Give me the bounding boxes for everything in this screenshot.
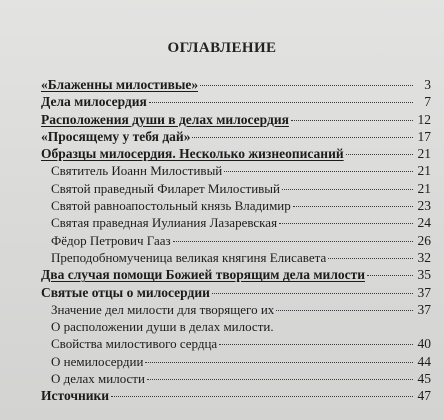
toc-subentry[interactable] <box>41 162 431 179</box>
toc-entry-title: «Блаженны милостивые» <box>41 77 199 92</box>
toc-entry-title: «Просящему у тебя дай» <box>41 128 191 144</box>
toc-entry-page: 12 <box>417 111 431 127</box>
dot-leader <box>346 154 413 155</box>
toc-subentry[interactable] <box>41 301 431 318</box>
toc-entry-title: О расположении души в делах милости. <box>51 319 274 335</box>
dot-leader <box>212 293 413 294</box>
toc-entry[interactable] <box>41 266 431 283</box>
toc-entry[interactable] <box>41 111 431 128</box>
dot-leader <box>276 310 413 311</box>
toc-entry-title: Фёдор Петрович Гааз <box>51 232 171 248</box>
toc-subentry[interactable] <box>41 353 431 370</box>
toc-entry-title: Святитель Иоанн Милостивый <box>51 163 223 179</box>
toc-entry-page: 21 <box>417 163 431 179</box>
toc-entry[interactable] <box>41 128 431 145</box>
dot-leader <box>367 275 413 276</box>
toc-entry-page: 21 <box>417 146 431 162</box>
toc-entry-page: 37 <box>417 301 431 317</box>
toc-entry-page: 37 <box>417 284 431 300</box>
dot-leader <box>328 258 413 259</box>
toc-entry-title: Расположения души в делах милосердия <box>41 111 289 127</box>
toc-entry-page: 21 <box>417 180 431 196</box>
toc-entry-page: 35 <box>417 267 431 283</box>
toc-entry-title: О делах милости <box>51 371 145 387</box>
toc-list <box>41 76 431 405</box>
toc-subentry[interactable] <box>41 249 431 266</box>
toc-subentry[interactable] <box>41 370 431 387</box>
toc-subentry[interactable] <box>41 335 431 352</box>
toc-entry-page: 3 <box>424 77 431 92</box>
toc-entry-title: Дела милосердия <box>41 94 147 110</box>
toc-subentry[interactable] <box>41 180 431 197</box>
toc-entry[interactable] <box>41 145 431 162</box>
toc-entry-page: 23 <box>417 198 431 214</box>
dot-leader <box>224 171 413 172</box>
toc-subentry[interactable] <box>41 232 431 249</box>
toc-entry-page: 47 <box>417 388 431 404</box>
dot-leader <box>145 362 413 363</box>
toc-subentry[interactable] <box>41 214 431 231</box>
dot-leader <box>149 102 413 103</box>
toc-entry-title: Святые отцы о милосердии <box>41 284 210 300</box>
dot-leader <box>200 85 413 86</box>
toc-entry-title: О немилосердии <box>51 353 144 369</box>
toc-entry[interactable] <box>41 93 431 110</box>
dot-leader <box>173 241 413 242</box>
toc-entry-title: Святая праведная Иулиания Лазаревская <box>51 215 278 231</box>
toc-entry[interactable] <box>41 76 431 93</box>
toc-entry-title: Два случая помощи Божией творящим дела милости <box>41 267 366 283</box>
toc-entry-page: 45 <box>417 371 431 387</box>
toc-entry-page: 24 <box>417 215 431 231</box>
dot-leader <box>282 189 413 190</box>
toc-entry-title: Святой равноапостольный князь Владимир <box>51 198 291 214</box>
dot-leader <box>147 379 413 380</box>
toc-entry-title: Свойства милостивого сердца <box>51 336 218 352</box>
toc-entry[interactable] <box>41 284 431 301</box>
dot-leader <box>192 137 413 138</box>
toc-entry-page: 32 <box>417 249 431 265</box>
toc-entry-page: 26 <box>417 232 431 248</box>
dot-leader <box>219 344 413 345</box>
toc-heading: ОГЛАВЛЕНИЕ <box>167 40 277 56</box>
toc-entry-title: Преподобномученица великая княгиня Елисавета <box>51 249 327 265</box>
toc-entry-title: Святой праведный Филарет Милостивый <box>51 180 280 196</box>
toc-entry-title: Источники <box>41 388 110 404</box>
toc-entry-title: Значение дел милости для творящего их <box>51 301 275 317</box>
toc-entry-page: 17 <box>417 128 431 144</box>
dot-leader <box>293 206 413 207</box>
toc-entry[interactable] <box>41 387 431 404</box>
toc-subentry[interactable] <box>41 318 431 335</box>
toc-entry-title: Образцы милосердия. Несколько жизнеописаний <box>41 146 344 162</box>
dot-leader <box>291 120 413 121</box>
toc-entry-page: 44 <box>417 353 431 369</box>
toc-entry-page: 7 <box>424 94 431 110</box>
dot-leader <box>279 223 413 224</box>
toc-entry-page: 40 <box>417 336 431 352</box>
toc-subentry[interactable] <box>41 197 431 214</box>
dot-leader <box>111 396 413 397</box>
